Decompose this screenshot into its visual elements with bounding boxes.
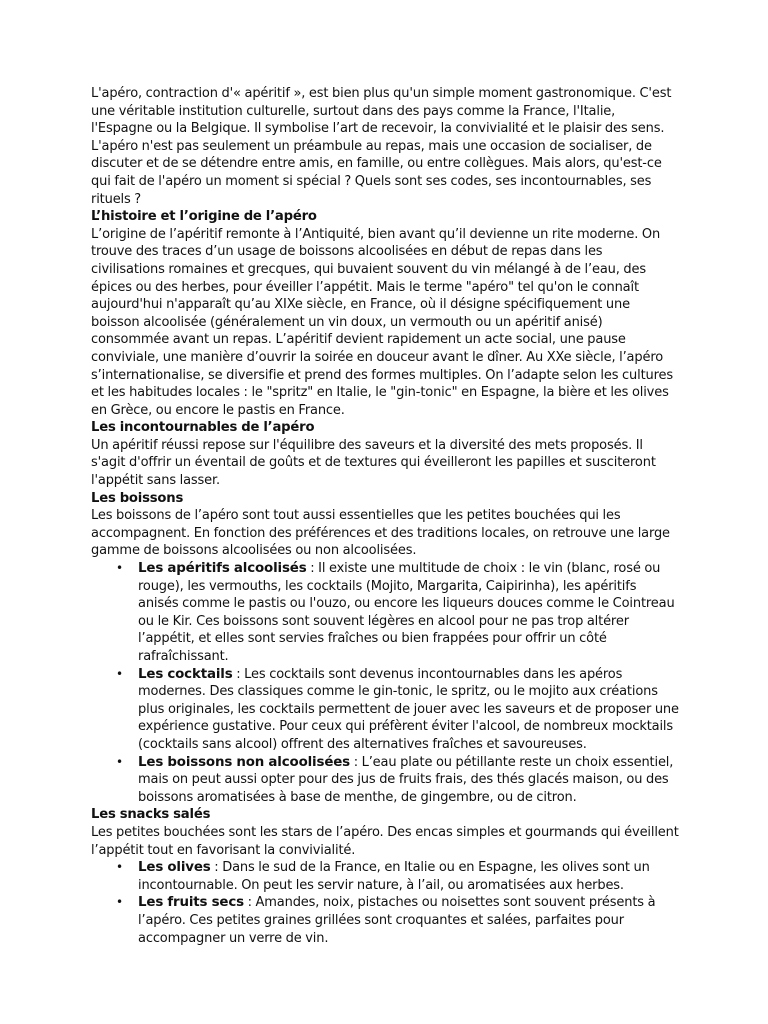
essentials-heading: Les incontournables de l’apéro [91,420,315,436]
list-item-text: : Il existe une multitude de choix : le vin (blanc, rosé ou rouge), les vermouths, les cocktails (Mojito, Margarita, Caipirinha), les apéritifs anisés comme le pastis ou l'ouzo, ou encore les liqueurs douces comme le Cointreau ou le Kir. Ces boissons sont souvent légères en alcool pour ne pas trop altérer l’appétit, et elles sont servies fraîches ou bien frappées pour offrir un côté rafraîchissant. [138,561,675,664]
list-item-term: Les cocktails [138,666,233,682]
document-page [91,85,679,947]
list-item-fruits-secs [116,894,679,947]
list-item-boissons-non-alcoolisees [116,754,679,807]
bullet-icon: • [116,754,123,769]
drinks-list [91,560,679,806]
list-item-term: Les olives [138,860,211,876]
list-item-term: Les boissons non alcoolisées [138,754,351,770]
history-paragraph: L’origine de l’apéritif remonte à l’Antiquité, bien avant qu’il devienne un rite moderne. On trouve des traces d’un usage de boissons alcoolisées en début de repas dans les civilisations romaines et grecques, qui buvaient souvent du vin mélangé à de l’eau, des épices ou des herbes, pour éveiller l’appétit. Mais le terme "apéro" tel qu'on le connaît aujourd'hui n'apparaît qu’au XIXe siècle, en France, où il désigne spécifiquement une boisson alcoolisée (généralement un vin doux, un vermouth ou un apéritif anisé) consommée avant un repas. L’apéritif devient rapidement un acte social, une pause conviviale, une manière d’ouvrir la soirée en douceur avant le dîner. Au XXe siècle, l’apéro s’internationalise, se diversifie et prend des formes multiples. On l’adapte selon les cultures et les habitudes locales : le "spritz" en Italie, le "gin-tonic" en Espagne, la bière et les olives en Grèce, ou encore le pastis en France. [91,226,674,418]
drinks-paragraph: Les boissons de l’apéro sont tout aussi essentielles que les petites bouchées qui les accompagnent. En fonction des préférences et des traditions locales, on retrouve une large gamme de boissons alcoolisées ou non alcoolisées. [91,508,670,559]
bullet-icon: • [116,895,123,910]
list-item-text: : Amandes, noix, pistaches ou noisettes sont souvent présents à l’apéro. Ces petites graines grillées sont croquantes et salées, parfaites pour accompagner un verre de vin. [138,895,656,946]
intro-paragraph: L'apéro, contraction d'« apéritif », est bien plus qu'un simple moment gastronomique. C'est une véritable institution culturelle, surtout dans des pays comme la France, l'Italie, l'Espagne ou la Belgique. Il symbolise l’art de recevoir, la convivialité et le plaisir des sens. L'apéro n'est pas seulement un préambule au repas, mais une occasion de socialiser, de discuter et de se détendre entre amis, en famille, ou entre collègues. Mais alors, qu'est-ce qui fait de l'apéro un moment si spécial ? Quels sont ses codes, ses incontournables, ses rituels ? [91,86,672,207]
essentials-paragraph: Un apéritif réussi repose sur l'équilibre des saveurs et la diversité des mets proposés. Il s'agit d'offrir un éventail de goûts et de textures qui éveilleront les papilles et susciteront l'appétit sans lasser. [91,437,656,489]
list-item-aperitifs-alcoolises [116,560,679,666]
list-item-term: Les fruits secs [138,895,244,911]
bullet-icon: • [116,666,123,681]
bullet-icon: • [116,860,123,875]
list-item-text: : Dans le sud de la France, en Italie ou en Espagne, les olives sont un incontournable. On peut les servir nature, à l’ail, ou aromatisées aux herbes. [138,860,650,893]
snacks-heading: Les snacks salés [91,807,211,823]
drinks-heading: Les boissons [91,490,184,506]
list-item-text: : Les cocktails sont devenus incontournables dans les apéros modernes. Des classiques comme le gin-tonic, le spritz, ou le mojito aux créations plus originales, les cocktails permettent de jouer avec les saveurs et de proposer une expérience gustative. Pour ceux qui préfèrent éviter l'alcool, de nombreux mocktails (cocktails sans alcool) offrent des alternatives fraîches et savoureuses. [138,666,679,752]
list-item-term: Les apéritifs alcoolisés [138,561,307,577]
snacks-paragraph: Les petites bouchées sont les stars de l’apéro. Des encas simples et gourmands qui éveillent l’appétit tout en favorisant la convivialité. [91,824,679,858]
list-item-text: : L’eau plate ou pétillante reste un choix essentiel, mais on peut aussi opter pour des jus de fruits frais, des thés glacés maison, ou des boissons aromatisées à base de menthe, de gingembre, ou de citron. [138,754,674,805]
history-heading: L’histoire et l’origine de l’apéro [91,209,317,225]
bullet-icon: • [116,561,123,576]
snacks-list [91,859,679,947]
list-item-olives [116,859,679,894]
list-item-cocktails [116,666,679,754]
